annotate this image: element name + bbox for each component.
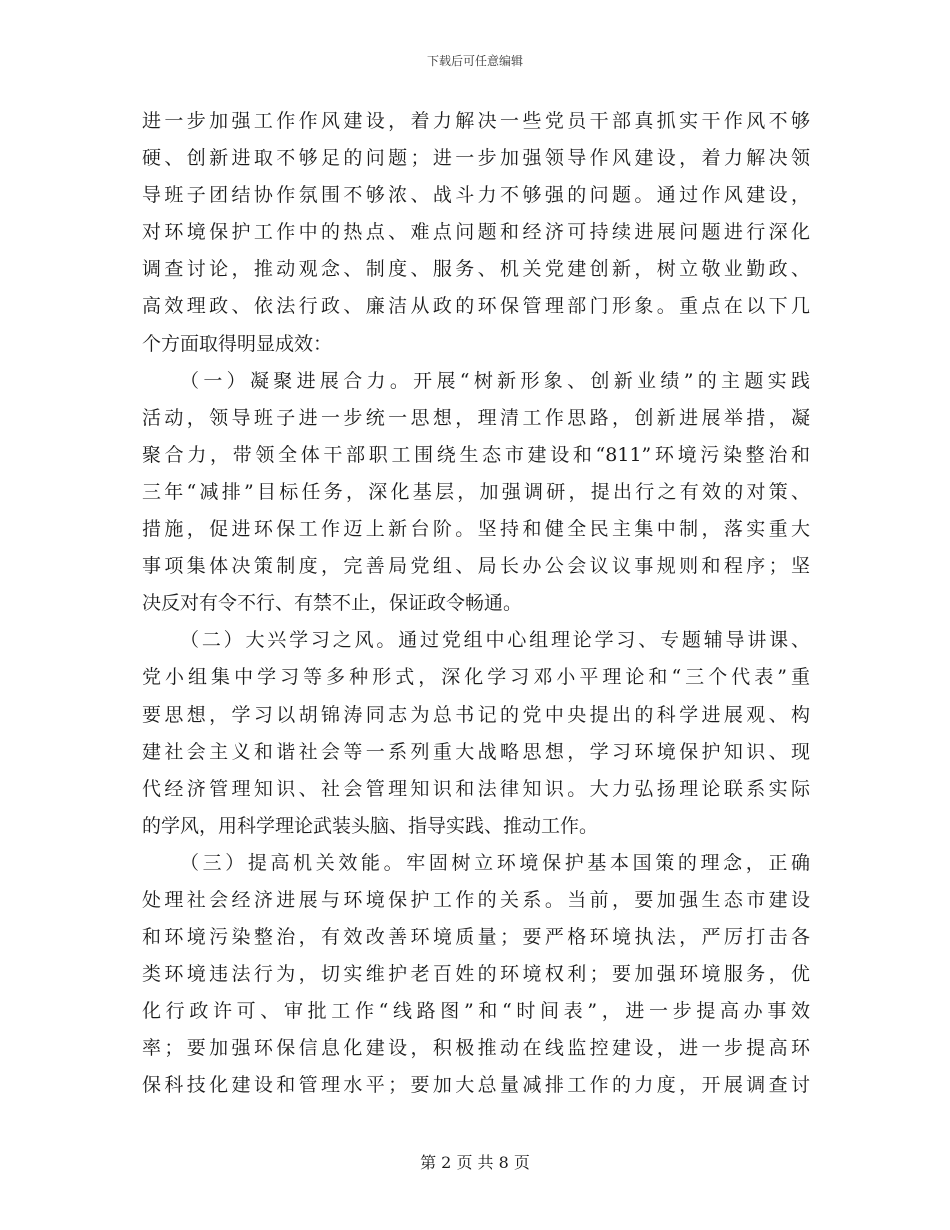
text-line: （三）提高机关效能。牢固树立环境保护基本国策的理念，正确 [180, 851, 810, 874]
paragraph [142, 103, 810, 363]
text-line: 措施，促进环保工作迈上新台阶。坚持和健全民主集中制，落实重大 [142, 518, 810, 541]
text-line: 党小组集中学习等多种形式，深化学习邓小平理论和“三个代表”重 [142, 666, 810, 689]
text-line: 高效理政、依法行政、廉洁从政的环保管理部门形象。重点在以下几 [142, 295, 810, 318]
text-line: 处理社会经济进展与环境保护工作的关系。当前，要加强生态市建设 [142, 888, 810, 911]
document-body [142, 103, 810, 1105]
paragraph [142, 622, 810, 845]
text-line: 代经济管理知识、社会管理知识和法律知识。大力弘扬理论联系实际 [142, 777, 810, 800]
text-line: 要思想，学习以胡锦涛同志为总书记的党中央提出的科学进展观、构 [142, 703, 810, 726]
text-line: 硬、创新进取不够足的问题；进一步加强领导作风建设，着力解决领 [142, 147, 810, 170]
text-line: 决反对有令不行、有禁不止，保证政令畅通。 [142, 592, 523, 615]
text-line: 建社会主义和谐社会等一系列重大战略思想，学习环境保护知识、现 [142, 740, 810, 763]
text-line: 化行政许可、审批工作“线路图”和“时间表”，进一步提高办事效 [142, 1000, 810, 1023]
text-line: 的学风，用科学理论武装头脑、指导实践、推动工作。 [142, 814, 599, 837]
text-line: 调查讨论，推动观念、制度、服务、机关党建创新，树立敬业勤政、 [142, 258, 810, 281]
text-line: 对环境保护工作中的热点、难点问题和经济可持续进展问题进行深化 [142, 221, 810, 244]
page-footer: 第 2 页 共 8 页 [420, 1153, 530, 1172]
paragraph [142, 845, 810, 1105]
text-line: 进一步加强工作作风建设，着力解决一些党员干部真抓实干作风不够 [142, 110, 810, 132]
text-line: （一）凝聚进展合力。开展“树新形象、创新业绩”的主题实践 [180, 369, 810, 392]
text-line: 率；要加强环保信息化建设，积极推动在线监控建设，进一步提高环 [142, 1037, 810, 1060]
paragraph [142, 363, 810, 623]
text-line: 聚合力，带领全体干部职工围绕生态市建设和“811”环境污染整治和 [142, 443, 810, 466]
text-line: 类环境违法行为，切实维护老百姓的环境权利；要加强环境服务，优 [142, 963, 810, 986]
page-header: 下载后可任意编辑 [426, 54, 523, 68]
text-line: （二）大兴学习之风。通过党组中心组理论学习、专题辅导讲课、 [180, 629, 810, 652]
text-line: 个方面取得明显成效： [142, 332, 333, 355]
text-line: 三年“减排”目标任务，深化基层，加强调研，提出行之有效的对策、 [142, 480, 810, 503]
text-line: 导班子团结协作氛围不够浓、战斗力不够强的问题。通过作风建设， [142, 184, 810, 207]
text-line: 活动，领导班子进一步统一思想，理清工作思路，创新进展举措，凝 [142, 406, 810, 429]
text-line: 保科技化建设和管理水平；要加大总量减排工作的力度，开展调查讨 [142, 1074, 810, 1097]
text-line: 和环境污染整治，有效改善环境质量；要严格环境执法，严厉打击各 [142, 926, 810, 949]
text-line: 事项集体决策制度，完善局党组、局长办公会议议事规则和程序；坚 [142, 555, 810, 578]
